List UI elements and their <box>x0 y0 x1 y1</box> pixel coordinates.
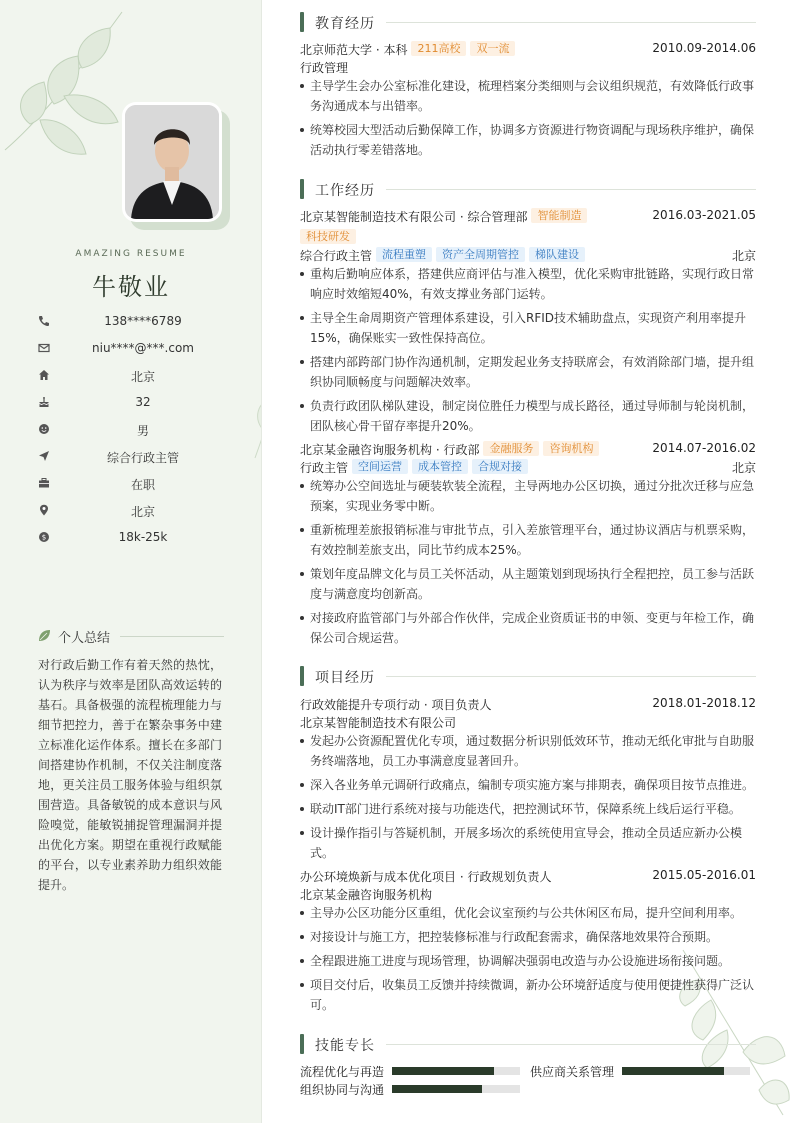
work-bullet: 重新梳理差旅报销标准与审批节点，引入差旅管理平台，通过协议酒店与机票采购，有效控制差旅支出，同比节约成本25%。 <box>300 520 756 560</box>
education-section-header <box>300 12 756 32</box>
project-bullet: 全程跟进施工进度与现场管理，协调解决强弱电改造与办公设施进场衔接问题。 <box>300 951 756 971</box>
education-school-row <box>300 41 756 58</box>
work-bullet: 搭建内部跨部门协作沟通机制，定期发起业务支持联席会，有效消除部门墙，提升组织协同顺畅度与问题解决效率。 <box>300 352 756 392</box>
skill-bar <box>622 1067 750 1075</box>
money-icon <box>38 531 50 543</box>
work-job-title: 行政主管 <box>300 461 349 475</box>
avatar <box>122 102 222 222</box>
send-icon <box>38 450 50 462</box>
project-bullet: 主导办公区功能分区重组，优化会议室预约与公共休闲区布局，提升空间利用率。 <box>300 903 756 923</box>
project-org: 北京某智能制造技术有限公司 <box>300 716 457 730</box>
skill-name: 供应商关系管理 <box>530 1065 615 1079</box>
skill-name: 流程优化与再造 <box>300 1065 385 1079</box>
project-bullet: 发起办公资源配置优化专项，通过数据分析识别低效环节，推动无纸化审批与自助服务终端落地，员工办事满意度显著回升。 <box>300 731 756 771</box>
info-position-value: 综合行政主管 <box>106 451 179 465</box>
summary-text: 对行政后勤工作有着天然的热忱，认为秩序与效率是团队高效运转的基石。具备极强的流程梳理能力与细节把控力，善于在繁杂事务中建立标准化运作体系。擅长在多部门间搭建协作机制，不仅关注制度落地，更关注员工服务体验与组织氛围营造。具备敏锐的成本意识与风险嗅觉，能敏锐捕捉管理漏洞并提出优化方案。期望在重视行政赋能的平台，以专业素养助力组织效能提升。 <box>38 658 222 892</box>
info-position <box>38 449 228 467</box>
main-content <box>263 0 794 1123</box>
leaf-icon <box>38 629 51 642</box>
projects-section-header <box>300 666 756 686</box>
education-tag: 211高校 <box>411 41 466 56</box>
work-company-tag-row <box>300 229 756 246</box>
info-phone <box>38 314 228 332</box>
project-bullet: 设计操作指引与答疑机制，开展多场次的系统使用宣导会，推动全员适应新办公模式。 <box>300 823 756 863</box>
work-company-row <box>300 441 756 458</box>
work-title-tag: 合规对接 <box>472 459 528 474</box>
project-row <box>300 696 756 713</box>
skills-title: 技能专长 <box>315 1038 375 1054</box>
person-icon <box>38 423 50 435</box>
skill-bar-fill <box>392 1085 482 1093</box>
project-dates: 2015.05-2016.01 <box>652 868 756 882</box>
work-company: 北京某金融咨询服务机构 · 行政部 <box>300 443 480 457</box>
info-location-value: 北京 <box>130 505 155 519</box>
info-gender <box>38 422 228 440</box>
work-company-tag: 金融服务 <box>483 441 539 456</box>
work-title-tag: 资产全周期管控 <box>436 247 525 262</box>
work-company-tag: 智能制造 <box>531 208 587 223</box>
projects-title: 项目经历 <box>315 670 375 686</box>
work-title-tag: 梯队建设 <box>529 247 585 262</box>
project-bullet: 对接设计与施工方，把控装修标准与行政配套需求，确保落地效果符合预期。 <box>300 927 756 947</box>
work-bullet: 重构后勤响应体系，搭建供应商评估与准入模型，优化采购审批链路，实现行政日常响应时效缩短40%，有效支撑业务部门运转。 <box>300 264 756 304</box>
education-tag: 双一流 <box>470 41 515 56</box>
work-company-row <box>300 208 756 225</box>
project-name: 办公环境焕新与成本优化项目 · 行政规划负责人 <box>300 870 552 884</box>
education-bullet: 统筹校园大型活动后勤保障工作，协调多方资源进行物资调配与现场秩序维护，确保活动执行零差错落地。 <box>300 120 756 160</box>
work-job-title: 综合行政主管 <box>300 249 373 263</box>
project-org: 北京某金融咨询服务机构 <box>300 888 433 902</box>
info-salary-value: 18k-25k <box>118 530 168 544</box>
education-dates: 2010.09-2014.06 <box>652 41 756 55</box>
info-home-value: 北京 <box>130 370 155 384</box>
summary-title: 个人总结 <box>58 631 111 646</box>
education-major: 行政管理 <box>300 61 349 75</box>
info-status <box>38 476 228 494</box>
work-company-tag: 科技研发 <box>300 229 356 244</box>
briefcase-icon <box>38 477 50 489</box>
work-dates: 2016.03-2021.05 <box>652 208 756 222</box>
resume-tagline: AMAZING RESUME <box>75 249 187 259</box>
phone-icon <box>38 315 50 327</box>
info-location <box>38 503 228 521</box>
info-email-value: niu****@***.com <box>92 341 194 355</box>
info-age-value: 32 <box>135 395 151 409</box>
info-gender-value: 男 <box>136 424 149 438</box>
work-title: 工作经历 <box>315 183 375 199</box>
work-title-tag: 成本管控 <box>412 459 468 474</box>
cake-icon <box>38 396 50 408</box>
work-company: 北京某智能制造技术有限公司 · 综合管理部 <box>300 210 528 224</box>
leaf-decoration-small <box>245 370 262 460</box>
work-title-tag: 流程重塑 <box>376 247 432 262</box>
project-bullet: 深入各业务单元调研行政痛点，编制专项实施方案与排期表，确保项目按节点推进。 <box>300 775 756 795</box>
project-bullet: 项目交付后，收集员工反馈并持续微调，新办公环境舒适度与使用便捷性获得广泛认可。 <box>300 975 756 1015</box>
info-salary <box>38 530 228 548</box>
work-title-row <box>300 459 756 476</box>
education-school: 北京师范大学 · 本科 <box>300 43 408 57</box>
location-icon <box>38 504 50 516</box>
info-phone-value: 138****6789 <box>104 314 182 328</box>
work-bullet: 主导全生命周期资产管理体系建设，引入RFID技术辅助盘点，实现资产利用率提升15%，确保账实一致性保持高位。 <box>300 308 756 348</box>
skills-section-header <box>300 1034 756 1054</box>
work-title-row <box>300 247 756 264</box>
work-dates: 2014.07-2016.02 <box>652 441 756 455</box>
project-row <box>300 868 756 885</box>
summary-header <box>38 626 224 646</box>
info-email <box>38 341 228 359</box>
sidebar <box>0 0 262 1123</box>
info-home <box>38 368 228 386</box>
work-bullet: 策划年度品牌文化与员工关怀活动，从主题策划到现场执行全程把控，员工参与活跃度与满意度均创新高。 <box>300 564 756 604</box>
skill-bar <box>392 1085 520 1093</box>
work-location: 北京 <box>731 461 756 475</box>
work-location: 北京 <box>731 249 756 263</box>
skill-name: 组织协同与沟通 <box>300 1083 385 1097</box>
work-section-header <box>300 179 756 199</box>
skill-bar-fill <box>622 1067 724 1075</box>
project-bullet: 联动IT部门进行系统对接与功能迭代，把控测试环节，保障系统上线后运行平稳。 <box>300 799 756 819</box>
education-title: 教育经历 <box>315 16 375 32</box>
project-name: 行政效能提升专项行动 · 项目负责人 <box>300 698 492 712</box>
candidate-name: 牛敬业 <box>92 273 170 301</box>
home-icon <box>38 369 50 381</box>
skill-bar-fill <box>392 1067 494 1075</box>
info-status-value: 在职 <box>130 478 155 492</box>
work-bullet: 统筹办公空间选址与硬装软装全流程，主导两地办公区切换，通过分批次迁移与应急预案，实现业务零中断。 <box>300 476 756 516</box>
work-bullet: 负责行政团队梯队建设，制定岗位胜任力模型与成长路径，通过导师制与轮岗机制，团队核心骨干留存率提升20%。 <box>300 396 756 436</box>
skill-bar <box>392 1067 520 1075</box>
info-age <box>38 395 228 413</box>
mail-icon <box>38 342 50 354</box>
work-title-tag: 空间运营 <box>352 459 408 474</box>
work-bullet: 对接政府监管部门与外部合作伙伴，完成企业资质证书的申领、变更与年检工作，确保公司合规运营。 <box>300 608 756 648</box>
project-dates: 2018.01-2018.12 <box>652 696 756 710</box>
svg-text:$: $ <box>41 533 47 542</box>
education-bullet: 主导学生会办公室标准化建设，梳理档案分类细则与会议组织规范，有效降低行政事务沟通成本与出错率。 <box>300 76 756 116</box>
work-company-tag: 咨询机构 <box>543 441 599 456</box>
